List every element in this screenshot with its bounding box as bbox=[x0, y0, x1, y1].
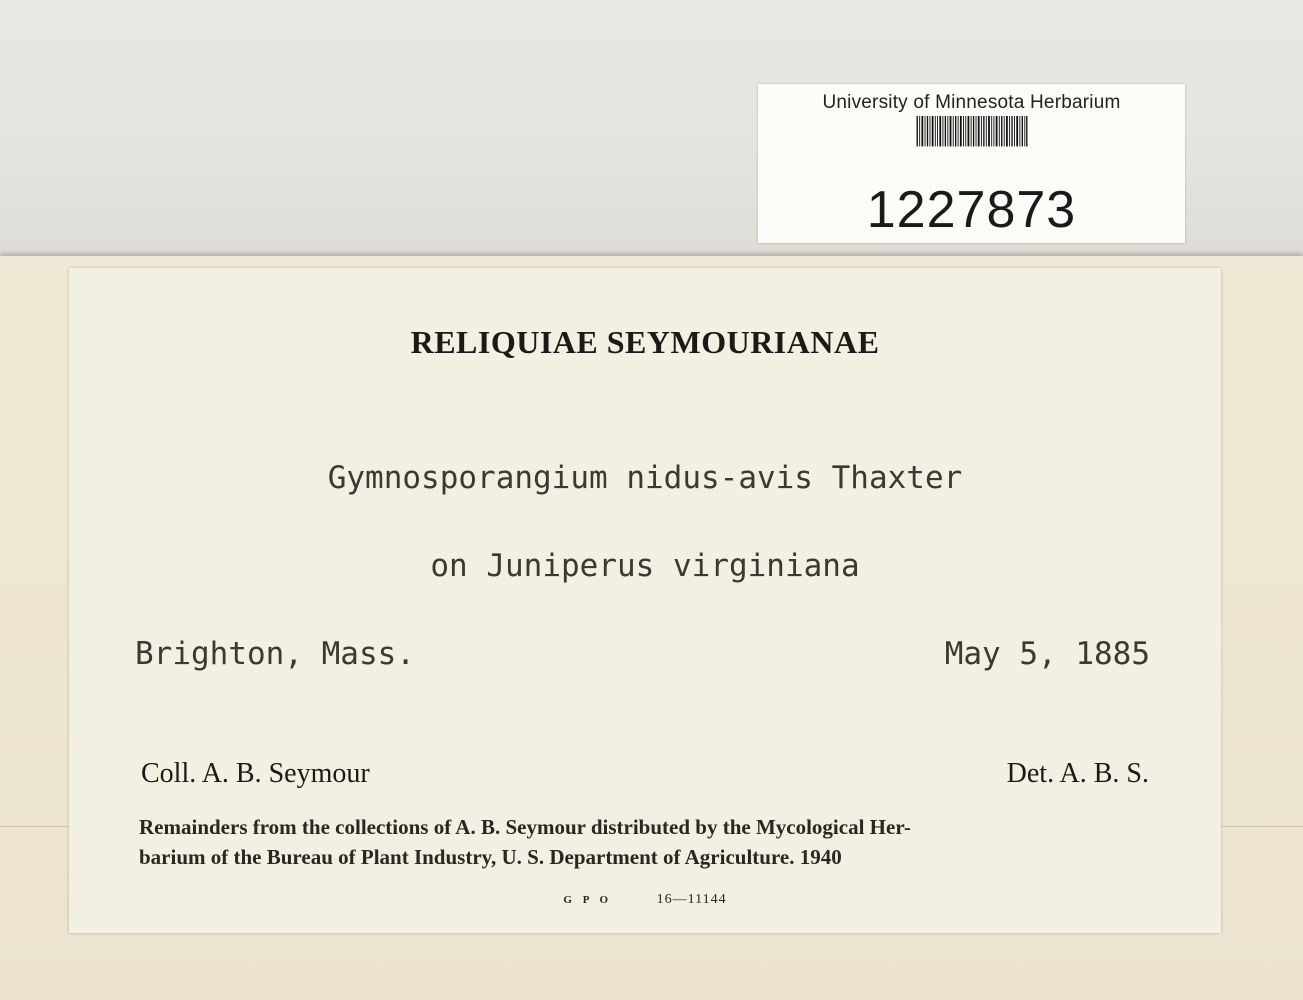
taxon-name: Gymnosporangium nidus-avis Thaxter bbox=[327, 460, 963, 496]
printer-imprint bbox=[69, 892, 1221, 908]
collector: Coll. A. B. Seymour bbox=[141, 758, 370, 789]
print-code: 16—11144 bbox=[656, 892, 727, 907]
series-title: RELIQUIAE SEYMOURIANAE bbox=[410, 324, 880, 360]
specimen-label-card bbox=[69, 268, 1221, 933]
distribution-note-line-1: Remainders from the collections of A. B. Seymour distributed by the Mycological Her- bbox=[139, 815, 911, 839]
printer-mark: G P O bbox=[563, 894, 613, 906]
determiner: Det. A. B. S. bbox=[1006, 758, 1149, 789]
catalog-number: 1227873 bbox=[866, 181, 1077, 239]
barcode-icon bbox=[848, 116, 1096, 184]
host-plant: on Juniperus virginiana bbox=[430, 548, 860, 584]
distribution-note-line-2: barium of the Bureau of Plant Industry, U. S. Department of Agriculture. 1940 bbox=[139, 845, 842, 869]
barcode-institution: University of Minnesota Herbarium bbox=[822, 92, 1121, 113]
collection-date: May 5, 1885 bbox=[944, 636, 1150, 672]
distribution-note bbox=[139, 812, 1159, 872]
locality: Brighton, Mass. bbox=[135, 636, 415, 672]
barcode-label bbox=[758, 84, 1185, 243]
